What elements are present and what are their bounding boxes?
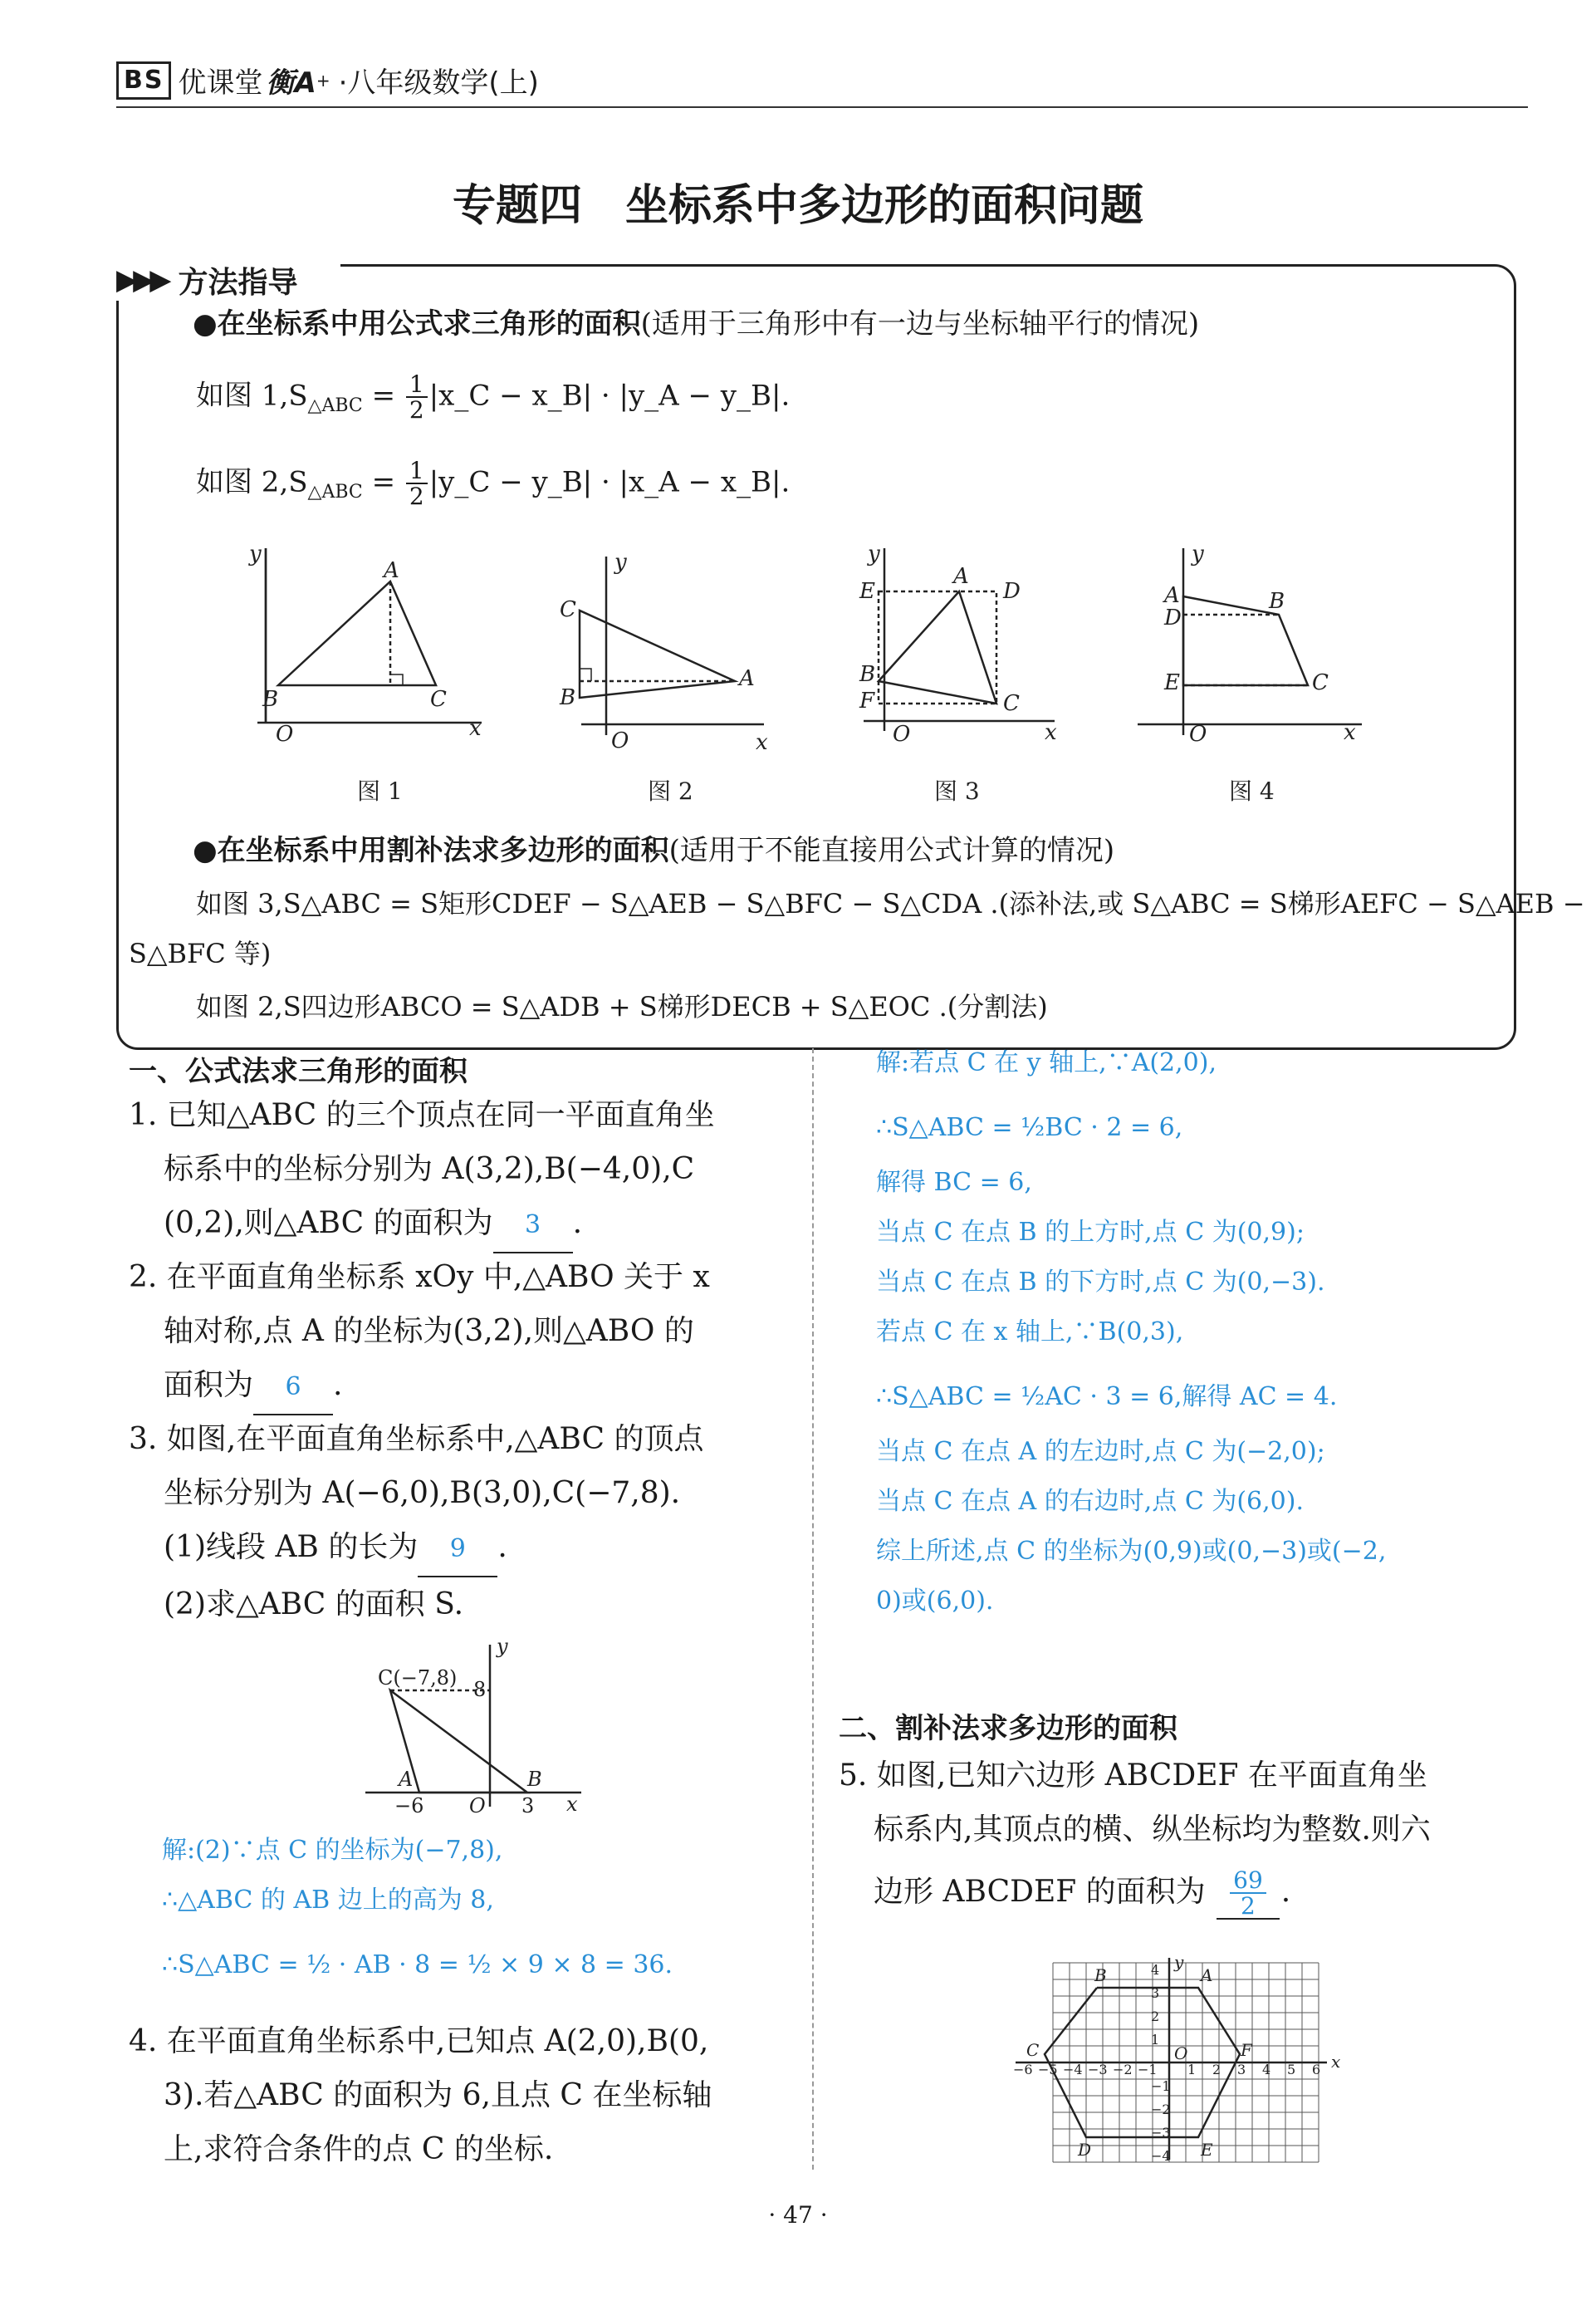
method-bullet-1: [193, 306, 1199, 342]
x-tick-label: −2: [1113, 2062, 1133, 2077]
formula-1: [196, 372, 790, 423]
question-4: 4. 在平面直角坐标系中,已知点 A(2,0),B(0, 3).若△ABC 的面积为 6,且点 C 在坐标轴 上,求符合条件的点 C 的坐标.: [129, 2024, 712, 2166]
fig1-C: C: [430, 687, 447, 712]
series-name: 优课堂: [178, 66, 263, 100]
fig1-caption: 图 1: [357, 777, 403, 805]
x-tick-label: −5: [1038, 2062, 1058, 2077]
x-tick-label: −4: [1063, 2062, 1083, 2077]
fig1-O: O: [276, 722, 294, 747]
fig3-y-label: y: [868, 542, 880, 566]
fig4-E: E: [1164, 670, 1180, 695]
fig2-A: A: [739, 666, 755, 691]
q5-y: y: [1174, 1956, 1184, 1972]
q5-E: E: [1201, 2140, 1213, 2160]
fig4-C: C: [1312, 670, 1329, 695]
formula-2-lead: 如图 2,S: [196, 465, 308, 499]
x-tick-label: −3: [1088, 2062, 1108, 2077]
half-fraction: $\frac{1}{2}$: [406, 372, 428, 423]
fig3-O: O: [893, 722, 911, 747]
formula-2-tail: |y_C − y_B| · |x_A − x_B|.: [428, 465, 791, 499]
formula-4: 如图 2,S四边形ABCO = S△ADB + S梯形DECB + S△EOC .(分割法): [196, 991, 1048, 1023]
fig4-caption: 图 4: [1229, 777, 1275, 805]
svg-text:−6: −6: [394, 1794, 424, 1817]
method-tag: [116, 259, 340, 301]
subject: ·八年级数学(上): [338, 66, 539, 100]
fig3-D: D: [1003, 579, 1021, 604]
fig1-B: B: [262, 687, 279, 712]
fig3-B: B: [859, 662, 876, 687]
fig2-O: O: [611, 728, 629, 753]
section-1-heading: 一、公式法求三角形的面积: [129, 1055, 468, 1088]
formula-3: 如图 3,S△ABC = S矩形CDEF − S△AEB − S△BFC − S△CDA .(添补法,或 S△ABC = S梯形AEFC − S△AEB −: [196, 888, 1585, 920]
fig3-x: x: [1045, 720, 1057, 745]
fig4-x: x: [1344, 720, 1356, 745]
page-title: 专题四 坐标系中多边形的面积问题: [452, 181, 1143, 231]
fig2-caption: 图 2: [648, 777, 693, 805]
fig2-C: C: [560, 597, 576, 622]
q5-x: x: [1331, 2052, 1341, 2072]
q3-answer: 9: [418, 1522, 497, 1577]
x-tick-label: 1: [1187, 2062, 1197, 2077]
svg-text:x: x: [566, 1793, 578, 1816]
bullet-1-bold: ●在坐标系中用公式求三角形的面积: [193, 307, 641, 341]
fig4-O: O: [1189, 722, 1207, 747]
svg-text:B: B: [527, 1768, 542, 1791]
fig1-A: A: [384, 558, 399, 583]
fig3-E: E: [859, 579, 875, 604]
y-tick-label: −3: [1151, 2125, 1171, 2141]
q5-A: A: [1201, 1965, 1213, 1985]
x-tick-label: 4: [1262, 2062, 1271, 2077]
svg-text:8: 8: [473, 1678, 487, 1701]
y-tick-label: 4: [1151, 1962, 1160, 1978]
y-tick-label: 3: [1151, 1985, 1160, 2001]
question-3: 3. 如图,在平面直角坐标系中,△ABC 的顶点 坐标分别为 A(−6,0),B(3,0),C(−7,8). (1)线段 AB 的长为 9 . (2)求△ABC 的面积 S.: [129, 1422, 704, 1621]
x-tick-label: 2: [1212, 2062, 1221, 2077]
x-tick-label: 5: [1287, 2062, 1296, 2077]
method-tag-label: 方法指导: [178, 265, 298, 300]
x-tick-label: 3: [1237, 2062, 1246, 2077]
fig3-A: A: [953, 564, 969, 589]
method-figures: [116, 532, 1511, 814]
q5-O: O: [1174, 2043, 1188, 2063]
svg-text:O: O: [469, 1794, 486, 1817]
question-5: 5. 如图,已知六边形 ABCDEF 在平面直角坐 标系内,其顶点的横、纵坐标均为整数.则六 边形 ABCDEF 的面积为 $\frac{69}{2}$ .: [839, 1758, 1431, 1920]
formula-2-sub: △ABC: [307, 482, 363, 503]
svg-text:3: 3: [521, 1794, 535, 1817]
fig2-B: B: [560, 685, 576, 710]
y-tick-label: −2: [1151, 2102, 1171, 2117]
formula-1-eq: =: [362, 379, 404, 413]
question-1: 1. 已知△ABC 的三个顶点在同一平面直角坐 标系中的坐标分别为 A(3,2),B(−4,0),C (0,2),则△ABC 的面积为 3 .: [129, 1088, 793, 1253]
x-tick-label: −6: [1013, 2062, 1033, 2077]
y-tick-label: −4: [1151, 2148, 1171, 2164]
page-number: · 47 ·: [768, 2201, 828, 2229]
q5-answer: $\frac{69}{2}$: [1217, 1868, 1280, 1920]
q3-solution: 解:(2)∵点 C 的坐标为(−7,8), ∴△ABC 的 AB 边上的高为 8, ∴S△ABC = ½ · AB · 8 = ½ × 9 × 8 = 36.: [162, 1836, 673, 1979]
fig1-x: x: [469, 716, 482, 741]
brand-badge: BS: [116, 61, 171, 100]
svg-text:y: y: [497, 1636, 508, 1658]
q2-answer: 6: [253, 1360, 333, 1415]
y-tick-label: 1: [1151, 2032, 1160, 2048]
formula-1-lead: 如图 1,S: [196, 379, 308, 413]
formula-3b: S△BFC 等): [129, 938, 272, 969]
fig4-A: A: [1164, 583, 1180, 608]
q4-solution: 解:若点 C 在 y 轴上,∵A(2,0), ∴S△ABC = ½BC · 2 = 6, 解得 BC = 6, 当点 C 在点 B 的上方时,点 C 为(0,9); 当点 C 在点 B 的下方时,点 C 为(0,−3). 若点 C 在 x 轴上,∵B(0,3), ∴S△ABC = ½AC · 3 = 6,解得 AC = 4. 当点 C 在点 A 的左边时,点 C 为(−2,0); 当点 C 在点 A 的右边时,点 C 为(6,0). 综上所述,点 C 的坐标为(0,9)或(0,−3)或(−2, 0)或(6,0).: [876, 1048, 1387, 1616]
method-bullet-2: [193, 832, 1114, 869]
fig3-F: F: [859, 689, 875, 714]
fig3-caption: 图 3: [934, 777, 980, 805]
bullet-2-note: (适用于不能直接用公式计算的情况): [668, 834, 1115, 867]
fig4-D: D: [1164, 606, 1182, 630]
bullet-1-note: (适用于三角形中有一边与坐标轴平行的情况): [640, 307, 1200, 341]
q5-B: B: [1094, 1965, 1107, 1985]
q5-F: F: [1241, 2040, 1252, 2060]
fig2-x: x: [756, 730, 768, 755]
fig3-C: C: [1003, 691, 1020, 716]
fig1-y-label: y: [249, 542, 262, 566]
bullet-2-bold: ●在坐标系中用割补法求多边形的面积: [193, 834, 669, 867]
half-fraction: $\frac{1}{2}$: [406, 459, 428, 509]
fig2-y-label: y: [614, 550, 627, 575]
q5-C: C: [1026, 2040, 1040, 2060]
q5-grid-figure: [1011, 1956, 1344, 2164]
q1-answer: 3: [493, 1198, 573, 1253]
formula-1-tail: |x_C − x_B| · |y_A − y_B|.: [428, 379, 791, 413]
y-tick-label: 2: [1151, 2008, 1160, 2024]
question-2: 2. 在平面直角坐标系 xOy 中,△ABO 关于 x 轴对称,点 A 的坐标为(3,2),则△ABO 的 面积为 6 .: [129, 1250, 793, 1415]
x-tick-label: 6: [1312, 2062, 1321, 2077]
brand-name: 衡A: [266, 66, 316, 100]
svg-text:C(−7,8): C(−7,8): [378, 1666, 458, 1690]
brand-sup: +: [316, 70, 330, 91]
header-rule: [116, 106, 1528, 108]
triple-arrow-icon: ▶▶▶: [116, 263, 167, 297]
x-tick-label: −1: [1138, 2062, 1158, 2077]
fig4-y-label: y: [1192, 542, 1204, 566]
section-2-heading: 二、割补法求多边形的面积: [839, 1712, 1177, 1745]
column-divider: [812, 1048, 814, 2170]
q5-D: D: [1078, 2140, 1092, 2160]
fig4-B: B: [1269, 589, 1285, 614]
svg-text:A: A: [399, 1768, 414, 1791]
formula-2: 如图 $2,S_{\triangle ABC}$ = $\frac{1}{2}$ |y_C − y_B| · |x_A − x_B|.: [196, 457, 791, 511]
y-tick-label: −1: [1151, 2078, 1171, 2094]
q3-figure: [349, 1636, 598, 1819]
header: [116, 60, 539, 101]
formula-1-sub: △ABC: [307, 395, 363, 417]
